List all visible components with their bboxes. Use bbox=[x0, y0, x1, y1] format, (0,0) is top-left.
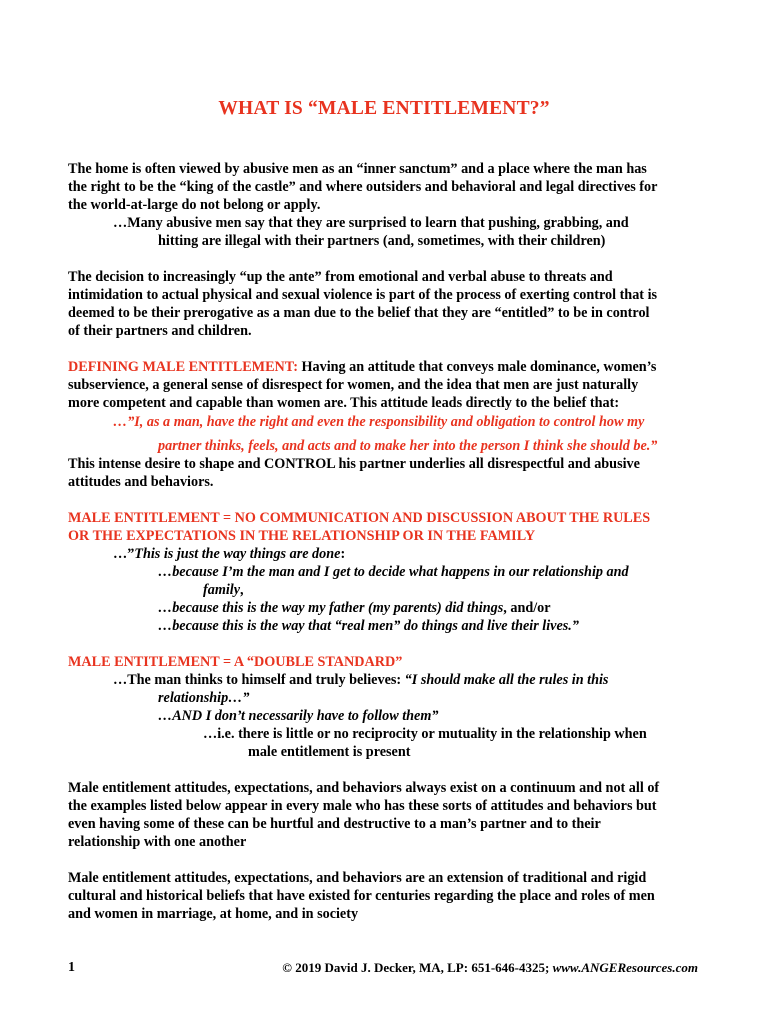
text-line bbox=[68, 358, 704, 376]
text-line: subservience, a general sense of disrespect for women, and the idea that men are just naturally bbox=[68, 377, 639, 393]
text-line bbox=[68, 671, 704, 689]
text-line: relationship with one another bbox=[68, 834, 247, 850]
text-line: …AND I don’t necessarily have to follow them” bbox=[158, 708, 439, 724]
copyright-text: © 2019 David J. Decker, MA, LP: 651-646-4325; bbox=[282, 960, 553, 975]
text-line: The decision to increasingly “up the ante” from emotional and verbal abuse to threats and bbox=[68, 269, 613, 285]
text-span: : bbox=[340, 546, 346, 562]
section-heading: MALE ENTITLEMENT = A “DOUBLE STANDARD” bbox=[68, 654, 403, 670]
text-line: of their partners and children. bbox=[68, 323, 252, 339]
paragraph-up-the-ante bbox=[68, 268, 704, 340]
page-title: WHAT IS “MALE ENTITLEMENT?” bbox=[218, 98, 550, 119]
section-heading: OR THE EXPECTATIONS IN THE RELATIONSHIP OR IN THE FAMILY bbox=[68, 528, 536, 544]
text-line: …because this is the way that “real men” do things and live their lives.” bbox=[158, 618, 579, 634]
paragraph-double-standard bbox=[68, 653, 704, 761]
text-span: family bbox=[203, 582, 241, 598]
text-span: …because this is the way my father (my parents) did things bbox=[158, 600, 504, 616]
text-line: the right to be the “king of the castle” and where outsiders and behavioral and legal directives for bbox=[68, 179, 658, 195]
quote-line: …”I, as a man, have the right and even the responsibility and obligation to control how my bbox=[113, 414, 645, 430]
text-line: the examples listed below appear in every male who has these sorts of attitudes and behaviors but bbox=[68, 798, 657, 814]
text-span: This is just the way things are done bbox=[134, 546, 341, 562]
text-line: Male entitlement attitudes, expectations, and behaviors are an extension of traditional and rigid bbox=[68, 870, 647, 886]
text-span: Having an attitude that conveys male dominance, women’s bbox=[297, 359, 657, 375]
text-line: hitting are illegal with their partners (and, sometimes, with their children) bbox=[158, 233, 606, 249]
text-line: relationship…” bbox=[158, 690, 250, 706]
paragraph-inner-sanctum bbox=[68, 160, 704, 250]
text-span: “I should make all the rules in this bbox=[404, 672, 609, 688]
text-span: , bbox=[240, 582, 244, 598]
text-line: the world-at-large do not belong or apply. bbox=[68, 197, 321, 213]
text-line: intimidation to actual physical and sexual violence is part of the process of exerting control that is bbox=[68, 287, 658, 303]
document-body bbox=[68, 160, 704, 923]
text-line: The home is often viewed by abusive men as an “inner sanctum” and a place where the man has bbox=[68, 161, 647, 177]
quote-line: partner thinks, feels, and acts and to make her into the person I think she should be.” bbox=[158, 438, 658, 454]
website-link[interactable]: www.ANGEResources.com bbox=[552, 960, 698, 975]
paragraph-no-communication bbox=[68, 509, 704, 635]
text-line: Male entitlement attitudes, expectations, and behaviors always exist on a continuum and not all of bbox=[68, 780, 660, 796]
text-line: deemed to be their prerogative as a man due to the belief that they are “entitled” to be in control bbox=[68, 305, 650, 321]
text-line: attitudes and behaviors. bbox=[68, 474, 214, 490]
text-line bbox=[68, 581, 704, 599]
page-number: 1 bbox=[68, 960, 75, 975]
copyright-notice bbox=[282, 960, 698, 976]
text-line: male entitlement is present bbox=[248, 744, 411, 760]
text-line: cultural and historical beliefs that have existed for centuries regarding the place and roles of men bbox=[68, 888, 655, 904]
text-span: …The man thinks to himself and truly believes: bbox=[113, 672, 405, 688]
paragraph-traditional-beliefs bbox=[68, 869, 704, 923]
text-line: This intense desire to shape and CONTROL his partner underlies all disrespectful and abusive bbox=[68, 456, 640, 472]
section-heading: DEFINING MALE ENTITLEMENT: bbox=[68, 359, 298, 375]
text-line: and women in marriage, at home, and in society bbox=[68, 906, 359, 922]
text-line: …Many abusive men say that they are surprised to learn that pushing, grabbing, and bbox=[113, 215, 629, 231]
section-heading: MALE ENTITLEMENT = NO COMMUNICATION AND DISCUSSION ABOUT THE RULES bbox=[68, 510, 651, 526]
paragraph-continuum bbox=[68, 779, 704, 851]
text-line bbox=[68, 599, 704, 617]
text-line: …i.e. there is little or no reciprocity or mutuality in the relationship when bbox=[203, 726, 647, 742]
text-span: , and/or bbox=[503, 600, 551, 616]
text-line: …because I’m the man and I get to decide what happens in our relationship and bbox=[158, 564, 629, 580]
paragraph-defining-male-entitlement bbox=[68, 358, 704, 491]
text-span: …” bbox=[113, 546, 135, 562]
text-line: more competent and capable than women are. This attitude leads directly to the belief that: bbox=[68, 395, 620, 411]
text-line: even having some of these can be hurtful and destructive to a man’s partner and to their bbox=[68, 816, 601, 832]
text-line bbox=[68, 545, 704, 563]
